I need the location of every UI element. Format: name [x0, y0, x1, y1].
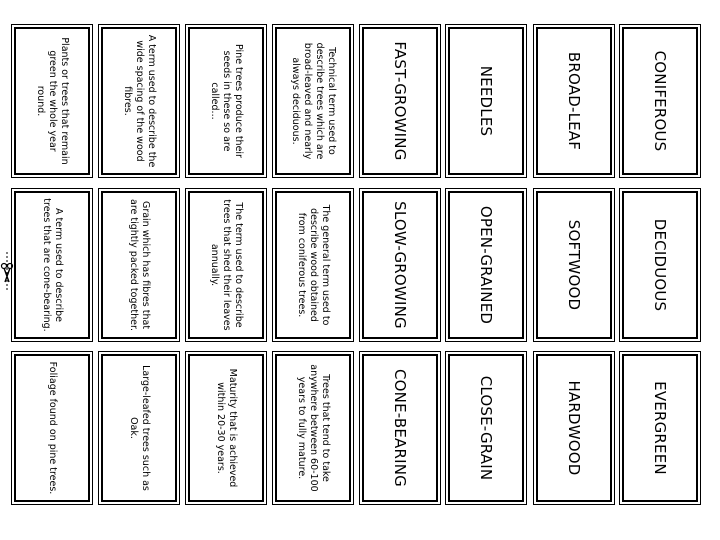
term-label: EVERGREEN: [651, 381, 669, 475]
definition-card: [101, 191, 177, 339]
definition-text: Pine trees produce their seeds in these so are called...: [209, 44, 244, 158]
definition-text: Plants or trees that remain green the whole year round.: [35, 37, 70, 165]
definition-card: [101, 27, 177, 175]
term-label: BROAD-LEAF: [565, 51, 583, 151]
term-label: OPEN-GRAINED: [477, 205, 495, 325]
definition-card: [275, 354, 351, 502]
definition-card: [14, 354, 90, 502]
term-card: [622, 191, 698, 339]
definition-text: Maturity that is achieved within 20-30 years.: [215, 368, 238, 488]
term-label: SLOW-GROWING: [391, 201, 409, 329]
card-sheet: [6, 23, 711, 503]
definition-text: Foliage found on pine trees.: [47, 361, 58, 495]
definition-text: A term used to describe the wide spacing of the wood fibres.: [122, 34, 157, 168]
term-card: [448, 354, 524, 502]
definition-card: [275, 191, 351, 339]
definition-card: [275, 27, 351, 175]
term-card: [448, 27, 524, 175]
definition-card: [14, 27, 90, 175]
term-label: HARDWOOD: [565, 380, 583, 476]
definition-text: The term used to describe trees that shed their leaves annually.: [209, 199, 244, 331]
definition-text: The general term used to describe wood obtained from coniferous trees.: [296, 204, 331, 326]
definition-text: A term used to describe trees that are cone-bearing.: [41, 198, 64, 332]
definition-text: Technical term used to describe trees which are broad-leaved and nearly always deciduous.: [290, 42, 337, 160]
term-card: [622, 354, 698, 502]
scissors-icon: [0, 252, 14, 292]
term-label: CONE-BEARING: [391, 369, 409, 487]
definition-card: [188, 27, 264, 175]
term-label: CLOSE-GRAIN: [477, 375, 495, 481]
definition-card: [188, 354, 264, 502]
term-card: [448, 191, 524, 339]
term-label: NEEDLES: [477, 65, 495, 137]
definition-card: [188, 191, 264, 339]
term-card: [622, 27, 698, 175]
term-label: FAST-GROWING: [391, 41, 409, 161]
term-card: [536, 27, 612, 175]
definition-text: Trees that tend to take anywhere between 60-100 years to fully mature.: [296, 364, 331, 492]
definition-card: [14, 191, 90, 339]
term-label: SOFTWOOD: [565, 219, 583, 311]
term-label: CONIFEROUS: [651, 50, 669, 152]
term-card: [536, 354, 612, 502]
term-label: DECIDUOUS: [651, 218, 669, 312]
definition-card: [101, 354, 177, 502]
definition-text: Large-leafed trees such as Oak.: [128, 365, 151, 491]
term-card: [362, 354, 438, 502]
term-card: [362, 191, 438, 339]
term-card: [536, 191, 612, 339]
term-card: [362, 27, 438, 175]
definition-text: Grain which has fibres that are tightly packed together.: [128, 199, 151, 331]
